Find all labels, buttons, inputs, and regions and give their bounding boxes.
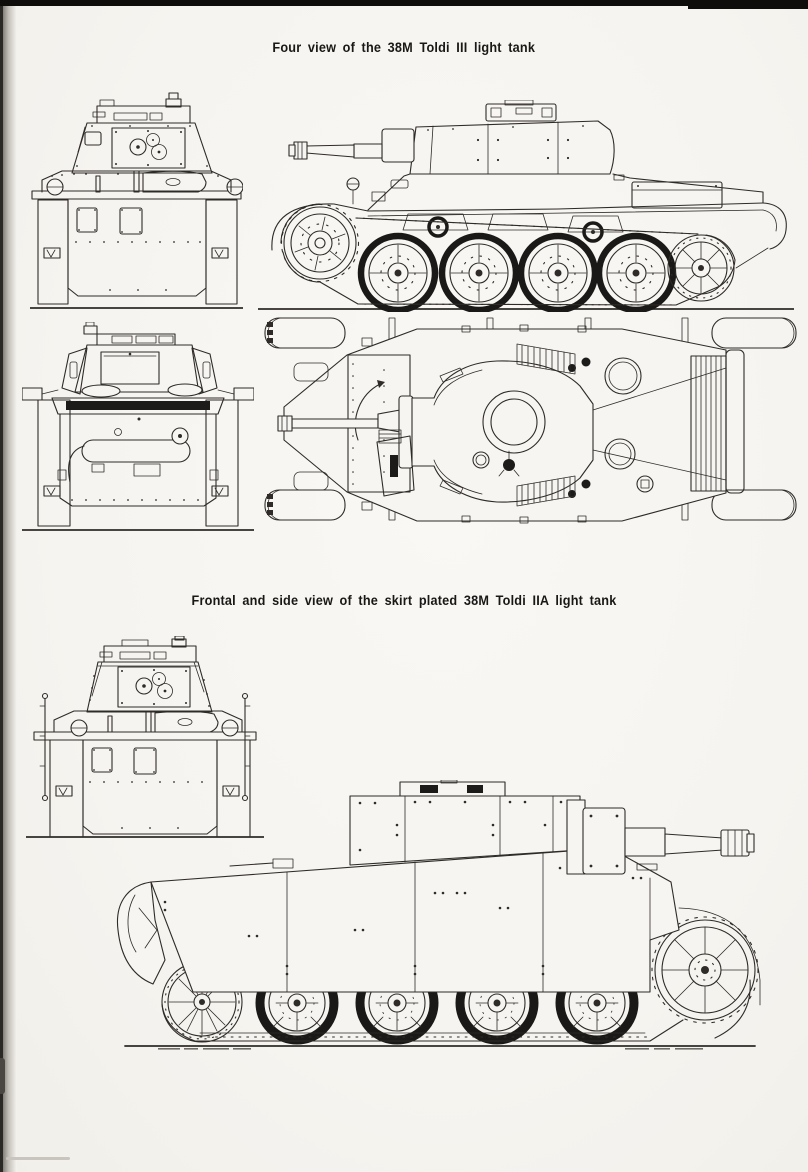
hull-rivets: [75, 209, 201, 291]
gun: [289, 129, 414, 162]
headlights: [47, 179, 243, 195]
turret: [410, 100, 614, 174]
rear-plate-rivets: [58, 470, 218, 501]
figure-toldi3-side-view: [258, 100, 794, 312]
track-stencil-marks: [44, 248, 228, 258]
scan-edge-top-right: [688, 0, 808, 9]
figure-toldi3-rear-view: [22, 322, 254, 540]
road-wheels: [361, 236, 673, 310]
muffler: [69, 418, 190, 483]
cupola: [93, 93, 190, 123]
figure-toldi2a-side-view: [105, 780, 765, 1050]
cupola-rear: [84, 322, 175, 345]
caption-toldi3: Four view of the 38M Toldi III light tank: [272, 40, 536, 55]
figure-toldi3-top-view: [262, 310, 798, 544]
track-stencil-marks: [44, 486, 228, 496]
figure-toldi3-front-view: [30, 92, 243, 312]
scan-smudge-bottom: [6, 1157, 70, 1160]
scan-edge-top: [0, 0, 808, 6]
turret: [87, 662, 212, 712]
idler-wheel: [668, 235, 734, 301]
caption-toldi2a: Frontal and side view of the skirt plated 38M Toldi IIA light tank: [191, 593, 617, 608]
illegible-microtext: [158, 1048, 703, 1050]
superstructure-rivets: [51, 173, 219, 177]
gun-mantlet: [130, 134, 167, 160]
scan-mark-left: [0, 1058, 5, 1094]
cupola: [100, 636, 196, 662]
turret-bolts: [76, 125, 208, 167]
gun: [625, 828, 754, 856]
skirt-hull: [151, 848, 760, 1005]
page-gutter-edge: [0, 0, 3, 1172]
turret-rear: [62, 345, 217, 397]
